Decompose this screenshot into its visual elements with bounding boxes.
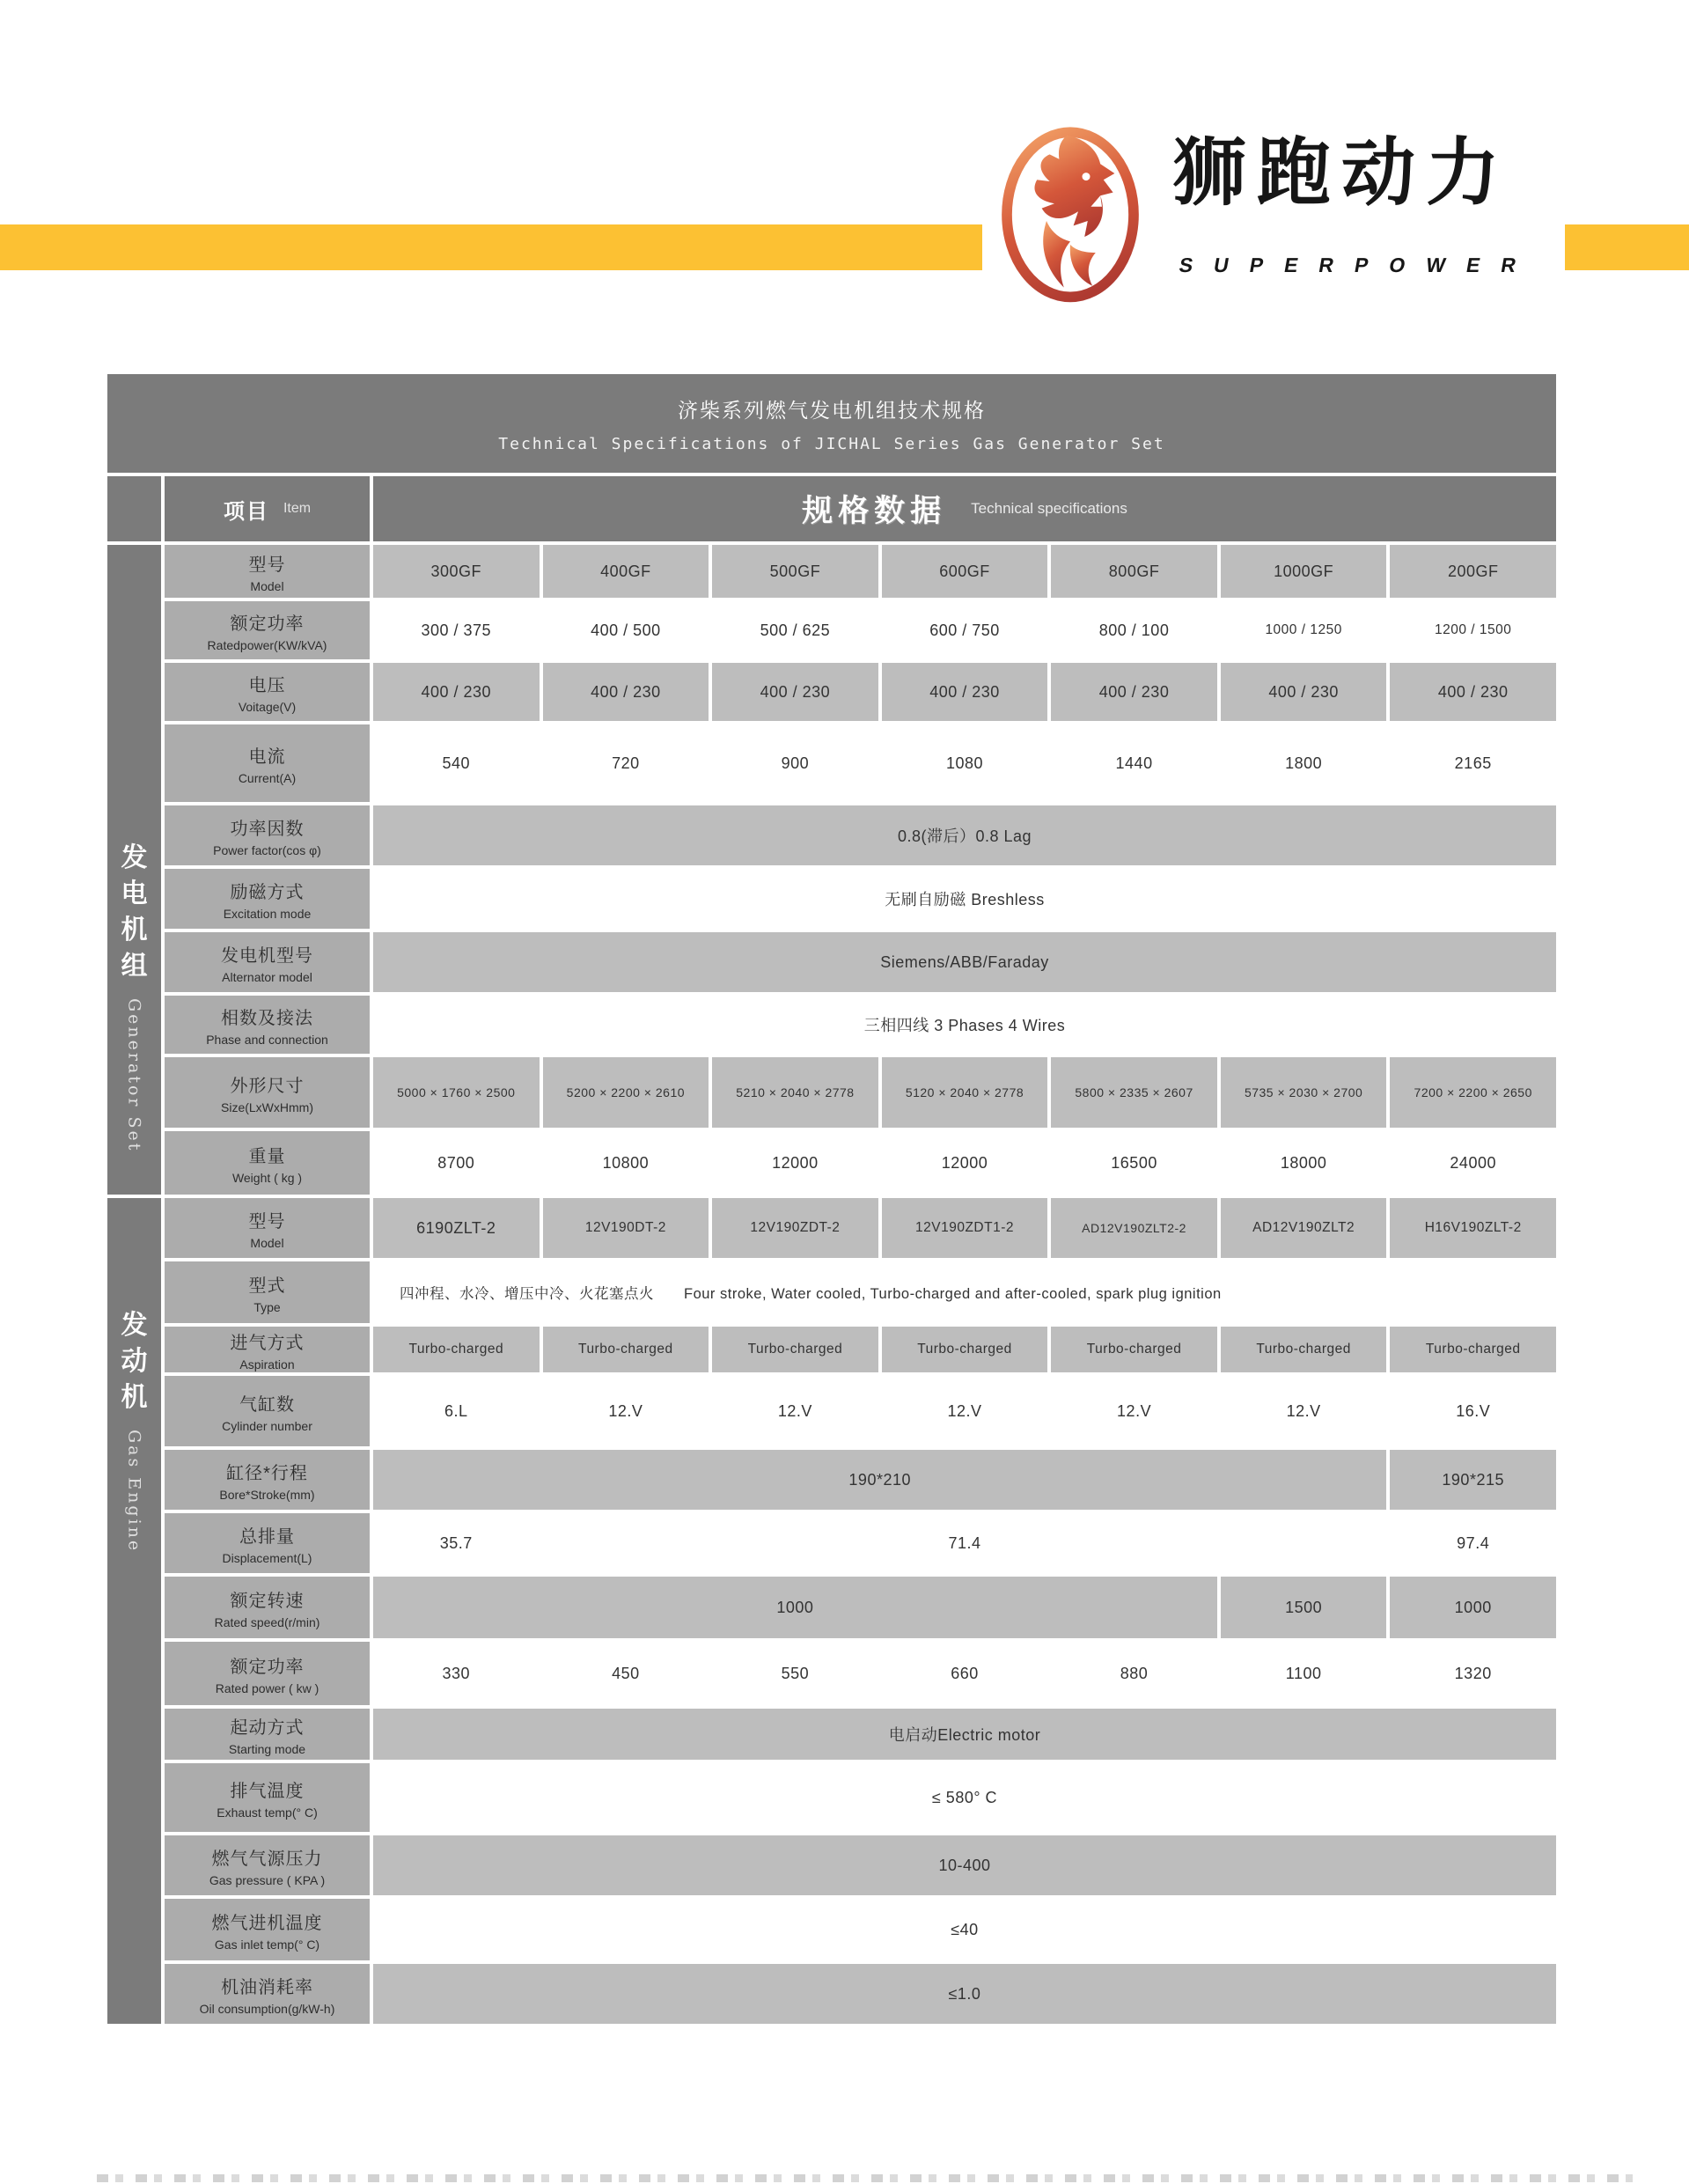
section-sidebar-gas-engine bbox=[107, 1198, 161, 2024]
spec-value: 12.V bbox=[882, 1376, 1048, 1446]
spec-value: 5200 × 2200 × 2610 bbox=[543, 1057, 709, 1128]
row-label-en: Model bbox=[250, 1235, 284, 1250]
spec-value: Turbo-charged bbox=[1390, 1327, 1556, 1372]
spec-value: 400 / 230 bbox=[712, 663, 878, 721]
row-label-en: Power factor(cos φ) bbox=[213, 842, 321, 857]
row-label-zh: 型号 bbox=[248, 1211, 286, 1232]
spec-value: 400 / 500 bbox=[543, 601, 709, 659]
spec-value: 12000 bbox=[712, 1131, 878, 1195]
row-label-en: Bore*Stroke(mm) bbox=[219, 1487, 315, 1502]
spec-value: 0.8(滞后）0.8 Lag bbox=[373, 805, 1556, 865]
row-label-zh: 燃气气源压力 bbox=[211, 1849, 323, 1869]
spec-value: 600 / 750 bbox=[882, 601, 1048, 659]
spec-value: 900 bbox=[712, 724, 878, 802]
spec-value: 7200 × 2200 × 2650 bbox=[1390, 1057, 1556, 1128]
spec-value: 71.4 bbox=[543, 1513, 1387, 1573]
row-label bbox=[165, 1327, 370, 1372]
row-label-en: Voitage(V) bbox=[238, 699, 297, 714]
row-label-zh: 额定功率 bbox=[230, 1657, 305, 1677]
spec-value: 12V190DT-2 bbox=[543, 1198, 709, 1258]
row-label-en: Gas inlet temp(° C) bbox=[214, 1937, 320, 1952]
row-label-en: Exhaust temp(° C) bbox=[217, 1805, 318, 1820]
spec-value: 400 / 230 bbox=[543, 663, 709, 721]
spec-value: 800 / 100 bbox=[1051, 601, 1217, 659]
spec-value: 1200 / 1500 bbox=[1390, 601, 1556, 659]
row-label-zh: 功率因数 bbox=[230, 819, 305, 839]
row-label-en: Size(LxWxHmm) bbox=[221, 1099, 313, 1114]
spec-value: 12.V bbox=[543, 1376, 709, 1446]
row-label bbox=[165, 1131, 370, 1195]
brand-subtitle: SUPERPOWER bbox=[1177, 254, 1539, 276]
row-label-en: Ratedpower(KW/kVA) bbox=[207, 637, 327, 652]
spec-header-zh: 规格数据 bbox=[802, 494, 947, 528]
row-label-en: Cylinder number bbox=[222, 1418, 312, 1433]
spec-value: 三相四线 3 Phases 4 Wires bbox=[373, 996, 1556, 1054]
row-label-en: Phase and connection bbox=[206, 1032, 328, 1047]
row-label bbox=[165, 996, 370, 1054]
spec-value: 6190ZLT-2 bbox=[373, 1198, 540, 1258]
spec-value: 16500 bbox=[1051, 1131, 1217, 1195]
table-title-zh: 济柴系列燃气发电机组技术规格 bbox=[678, 398, 986, 422]
row-label-en: Alternator model bbox=[222, 969, 312, 984]
spec-value: 12000 bbox=[882, 1131, 1048, 1195]
spec-value: 500 / 625 bbox=[712, 601, 878, 659]
row-label-en: Rated power ( kw ) bbox=[215, 1680, 319, 1695]
spec-value: 5000 × 1760 × 2500 bbox=[373, 1057, 540, 1128]
row-label-zh: 相数及接法 bbox=[221, 1008, 313, 1028]
spec-value: 12.V bbox=[712, 1376, 878, 1446]
spec-value: Turbo-charged bbox=[712, 1327, 878, 1372]
spec-value: 400 / 230 bbox=[373, 663, 540, 721]
spec-value: 1500 bbox=[1221, 1577, 1387, 1638]
spec-value: 四冲程、水冷、增压中冷、火花塞点火 Four stroke, Water cooled, Turbo-charged and after-cooled, spark plug ignition bbox=[373, 1261, 1556, 1323]
spec-value: 500GF bbox=[712, 545, 878, 598]
row-label-en: Rated speed(r/min) bbox=[214, 1614, 320, 1629]
spec-value: Turbo-charged bbox=[882, 1327, 1048, 1372]
spec-value: ≤1.0 bbox=[373, 1964, 1556, 2024]
spec-value: 400 / 230 bbox=[1390, 663, 1556, 721]
spec-value: 1800 bbox=[1221, 724, 1387, 802]
row-label-zh: 进气方式 bbox=[230, 1333, 305, 1353]
row-label bbox=[165, 545, 370, 598]
spec-value: AD12V190ZLT2 bbox=[1221, 1198, 1387, 1258]
spec-table bbox=[107, 374, 1556, 2024]
row-label bbox=[165, 1198, 370, 1258]
spec-table-grid bbox=[107, 476, 1556, 2024]
row-label bbox=[165, 1835, 370, 1895]
table-title-en: Technical Specifications of JICHAL Series Gas Generator Set bbox=[498, 434, 1165, 453]
spec-value: 400 / 230 bbox=[1221, 663, 1387, 721]
spec-value: 720 bbox=[543, 724, 709, 802]
spec-value: 550 bbox=[712, 1642, 878, 1705]
row-label bbox=[165, 1899, 370, 1960]
spec-value: 24000 bbox=[1390, 1131, 1556, 1195]
row-label bbox=[165, 601, 370, 659]
row-label-zh: 机油消耗率 bbox=[221, 1977, 313, 1997]
row-label-zh: 发电机型号 bbox=[221, 945, 313, 966]
row-label-en: Aspiration bbox=[239, 1357, 295, 1371]
spec-value: 300 / 375 bbox=[373, 601, 540, 659]
item-header-zh: 项目 bbox=[223, 499, 269, 524]
row-label bbox=[165, 1057, 370, 1128]
spec-value: 450 bbox=[543, 1642, 709, 1705]
section-sidebar-generator-set bbox=[107, 545, 161, 1195]
spec-value: 1000 bbox=[1390, 1577, 1556, 1638]
row-label bbox=[165, 1577, 370, 1638]
row-label bbox=[165, 1964, 370, 2024]
spec-value: 12V190ZDT1-2 bbox=[882, 1198, 1048, 1258]
spec-value: 97.4 bbox=[1390, 1513, 1556, 1573]
row-label-zh: 气缸数 bbox=[239, 1394, 295, 1415]
row-label-zh: 燃气进机温度 bbox=[211, 1913, 323, 1933]
row-label-zh: 励磁方式 bbox=[230, 882, 305, 902]
row-label bbox=[165, 1709, 370, 1760]
spec-value: 16.V bbox=[1390, 1376, 1556, 1446]
row-label-en: Starting mode bbox=[228, 1741, 306, 1756]
spec-value: ≤ 580° C bbox=[373, 1763, 1556, 1832]
spec-value: 1000GF bbox=[1221, 545, 1387, 598]
row-label bbox=[165, 869, 370, 929]
row-label-zh: 电压 bbox=[248, 675, 286, 695]
row-label-en: Current(A) bbox=[238, 770, 297, 785]
row-label bbox=[165, 1513, 370, 1573]
spec-value: 880 bbox=[1051, 1642, 1217, 1705]
spec-value: 660 bbox=[882, 1642, 1048, 1705]
row-label-en: Excitation mode bbox=[223, 906, 312, 921]
section-name-en: Generator Set bbox=[124, 997, 144, 1152]
row-label bbox=[165, 1376, 370, 1446]
row-label-zh: 起动方式 bbox=[230, 1717, 305, 1738]
row-label-en: Gas pressure ( KPA ) bbox=[209, 1872, 326, 1887]
spec-value: 12V190ZDT-2 bbox=[712, 1198, 878, 1258]
row-label-zh: 额定功率 bbox=[230, 614, 305, 634]
section-name-en: Gas Engine bbox=[124, 1430, 144, 1554]
spec-value: 200GF bbox=[1390, 545, 1556, 598]
row-label-zh: 缸径*行程 bbox=[226, 1463, 308, 1483]
spec-value: 2165 bbox=[1390, 724, 1556, 802]
row-label-zh: 重量 bbox=[248, 1146, 286, 1166]
spec-value: 800GF bbox=[1051, 545, 1217, 598]
spec-value: Turbo-charged bbox=[1051, 1327, 1217, 1372]
spec-value: 1320 bbox=[1390, 1642, 1556, 1705]
row-label bbox=[165, 1261, 370, 1323]
table-title-band bbox=[107, 374, 1556, 473]
row-label bbox=[165, 1642, 370, 1705]
spec-value: 400 / 230 bbox=[882, 663, 1048, 721]
spec-value: 300GF bbox=[373, 545, 540, 598]
spec-value: 1100 bbox=[1221, 1642, 1387, 1705]
row-label-zh: 电流 bbox=[248, 746, 286, 767]
spec-value: Siemens/ABB/Faraday bbox=[373, 932, 1556, 992]
row-label-zh: 外形尺寸 bbox=[230, 1076, 305, 1096]
spec-value: Turbo-charged bbox=[543, 1327, 709, 1372]
section-name-zh: 发 电 机 组 bbox=[121, 842, 148, 981]
row-label-en: Displacement(L) bbox=[222, 1550, 312, 1565]
spec-value: 12.V bbox=[1051, 1376, 1217, 1446]
spec-value: 10-400 bbox=[373, 1835, 1556, 1895]
spec-value: 18000 bbox=[1221, 1131, 1387, 1195]
row-label-zh: 总排量 bbox=[239, 1526, 295, 1547]
row-label-en: Model bbox=[250, 578, 284, 593]
row-label-zh: 型式 bbox=[248, 1276, 286, 1296]
spec-value: 330 bbox=[373, 1642, 540, 1705]
column-header-specifications bbox=[373, 476, 1556, 541]
spec-value: 5800 × 2335 × 2607 bbox=[1051, 1057, 1217, 1128]
row-label bbox=[165, 805, 370, 865]
spec-value: 190*215 bbox=[1390, 1450, 1556, 1510]
spec-value: H16V190ZLT-2 bbox=[1390, 1198, 1556, 1258]
row-label bbox=[165, 1763, 370, 1832]
row-label bbox=[165, 1450, 370, 1510]
row-label-en: Type bbox=[253, 1299, 281, 1314]
spec-value: 1000 bbox=[373, 1577, 1217, 1638]
spec-value: 12.V bbox=[1221, 1376, 1387, 1446]
spec-value: ≤40 bbox=[373, 1899, 1556, 1960]
row-label-en: Weight ( kg ) bbox=[231, 1170, 303, 1185]
clipped-footer-text bbox=[97, 2174, 1633, 2182]
spec-value: 8700 bbox=[373, 1131, 540, 1195]
spec-value: 无刷自励磁 Breshless bbox=[373, 869, 1556, 929]
spec-value: 1440 bbox=[1051, 724, 1217, 802]
spec-value: 5210 × 2040 × 2778 bbox=[712, 1057, 878, 1128]
section-name-zh: 发 动 机 bbox=[121, 1311, 148, 1412]
spec-value: Turbo-charged bbox=[1221, 1327, 1387, 1372]
spec-value: 400 / 230 bbox=[1051, 663, 1217, 721]
row-label bbox=[165, 663, 370, 721]
spec-value: 5120 × 2040 × 2778 bbox=[882, 1057, 1048, 1128]
row-label-zh: 排气温度 bbox=[230, 1781, 305, 1801]
table-corner-strip bbox=[107, 476, 161, 541]
spec-value: 6.L bbox=[373, 1376, 540, 1446]
row-label bbox=[165, 724, 370, 802]
spec-value: 1080 bbox=[882, 724, 1048, 802]
column-header-item bbox=[165, 476, 370, 541]
row-label-zh: 额定转速 bbox=[230, 1591, 305, 1611]
brand-name: 狮跑动力 bbox=[1172, 131, 1511, 214]
spec-header-en: Technical specifications bbox=[971, 500, 1127, 517]
row-label-en: Oil consumption(g/kW-h) bbox=[199, 2001, 335, 2016]
lion-logo-icon bbox=[991, 118, 1149, 308]
spec-value: 电启动Electric motor bbox=[373, 1709, 1556, 1760]
spec-value: 35.7 bbox=[373, 1513, 540, 1573]
spec-value: 600GF bbox=[882, 545, 1048, 598]
spec-value: 5735 × 2030 × 2700 bbox=[1221, 1057, 1387, 1128]
spec-value: 190*210 bbox=[373, 1450, 1386, 1510]
row-label bbox=[165, 932, 370, 992]
spec-value: 400GF bbox=[543, 545, 709, 598]
row-label-zh: 型号 bbox=[248, 555, 286, 575]
item-header-en: Item bbox=[283, 501, 312, 516]
spec-value: Turbo-charged bbox=[373, 1327, 540, 1372]
spec-value: AD12V190ZLT2-2 bbox=[1051, 1198, 1217, 1258]
spec-value: 10800 bbox=[543, 1131, 709, 1195]
spec-value: 540 bbox=[373, 724, 540, 802]
spec-value: 1000 / 1250 bbox=[1221, 601, 1387, 659]
